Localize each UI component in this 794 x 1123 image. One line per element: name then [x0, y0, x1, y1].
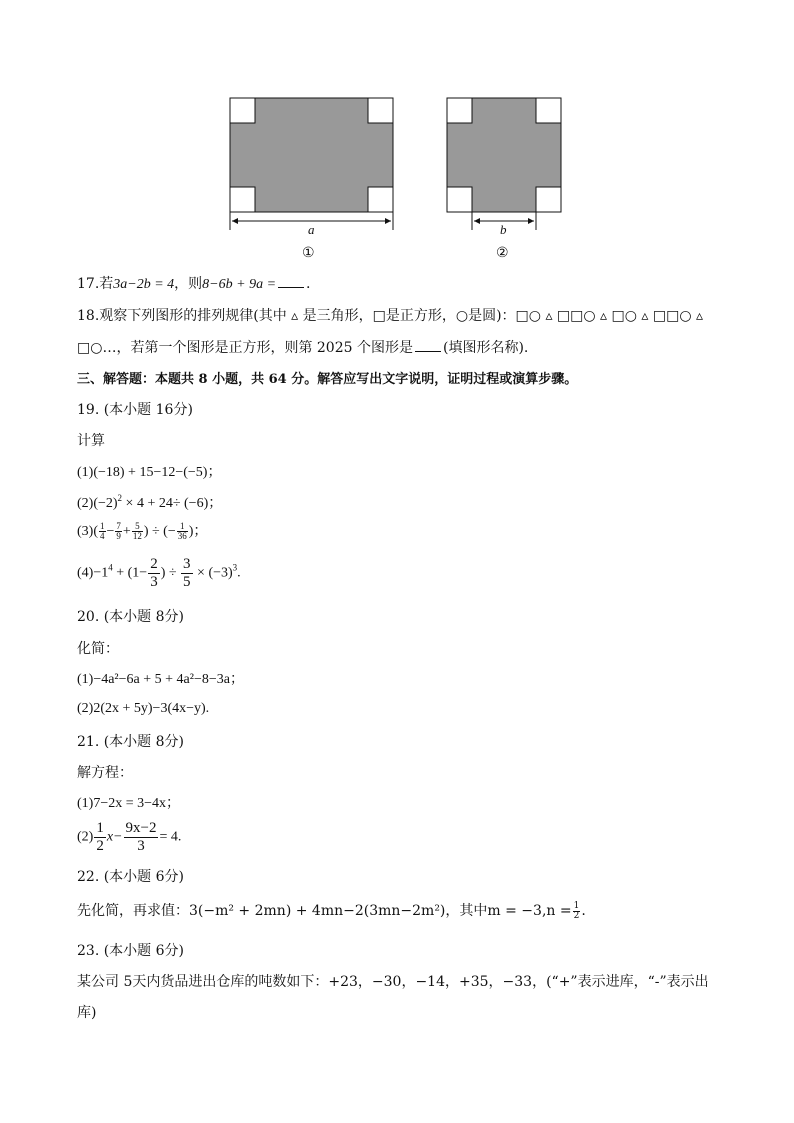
- question-18-line-2: [77, 337, 528, 357]
- q19-p3-end: )；: [188, 524, 208, 539]
- q19-p2-rest: × 4 + 24÷ (−6)；: [122, 496, 223, 511]
- question-23-line-2: 库): [77, 1005, 97, 1021]
- q21-p2-x: x−: [106, 829, 123, 845]
- figure-2-corner-br: [536, 187, 561, 212]
- q18-line-2-text: □○…，若第一个图形是正方形，则第 2025 个图形是: [77, 340, 413, 356]
- q18-answer-blank[interactable]: [415, 339, 441, 352]
- q17-lead: 若: [99, 276, 114, 292]
- question-23-title: 23. (本小题 6分): [77, 943, 184, 959]
- q19-p4-a: + (1−: [112, 565, 148, 581]
- question-21-part-2: [77, 820, 181, 855]
- figure-1-corner-tl: [230, 98, 255, 123]
- question-20-instruction: 化简：: [77, 641, 119, 657]
- figure-2-caption: ②: [496, 245, 509, 261]
- question-23-line-1: 某公司 5天内货品进出仓库的吨数如下：+23，−30，−14，+35，−33，(“+”表示进库，“-”表示出: [77, 974, 709, 990]
- figure-2: [447, 98, 561, 230]
- q17-equation: 3a−2b = 4: [113, 277, 175, 292]
- q21-p2-end: = 4.: [159, 829, 182, 845]
- q19-p2-exponent: 2: [117, 493, 123, 503]
- figure-1-caption: ①: [302, 245, 315, 261]
- figure-1-corner-bl: [230, 187, 255, 212]
- figure-1: [230, 98, 393, 230]
- fraction-1-36: $\frac{1}{36}$: [177, 521, 187, 542]
- fraction-1-4: $\frac{1}{4}$: [100, 521, 105, 542]
- question-19-part-3: [77, 520, 207, 541]
- q21-p2-lead: (2): [77, 829, 94, 845]
- figure-1-corner-br: [368, 187, 393, 212]
- question-20-part-1: (1)−4a²−6a + 5 + 4a²−8−3a；: [77, 672, 244, 687]
- question-19-title: 19. (本小题 16分): [77, 402, 193, 418]
- fraction-5-12: $\frac{5}{12}$: [132, 521, 142, 542]
- figure-2-corner-tr: [536, 98, 561, 123]
- q19-p2-base: (2)(−2): [77, 496, 118, 511]
- fraction-1-2: $\frac{1}{2}$: [96, 820, 104, 854]
- q22-text: 先化简，再求值：3(−m² + 2mn) + 4mn−2(3mn−2m²)，其中m = −3,n =: [77, 903, 572, 919]
- fraction-2-3: $\frac{2}{3}$: [150, 556, 158, 590]
- question-20-part-2: (2)2(2x + 5y)−3(4x−y).: [77, 701, 210, 716]
- question-21-title: 21. (本小题 8分): [77, 734, 184, 750]
- q22-end: .: [581, 903, 586, 919]
- q18-line-2-tail: (填图形名称).: [442, 340, 529, 356]
- question-19-part-2: [77, 492, 222, 512]
- fraction-9x-2-over-3: $\frac{9x-2}{3}$: [125, 820, 157, 854]
- question-20-title: 20. (本小题 8分): [77, 609, 184, 625]
- q19-p4-c: × (−3): [193, 565, 233, 581]
- q19-p3-lead: (3)(: [77, 524, 98, 539]
- question-17: [77, 273, 310, 293]
- q19-p4-b: ) ÷: [160, 565, 181, 581]
- section-3-heading: 三、解答题：本题共 8 小题，共 64 分。解答应写出文字说明，证明过程或演算步骤。: [77, 372, 578, 387]
- figure-1-corner-tr: [368, 98, 393, 123]
- q17-number: 17.: [77, 276, 100, 292]
- question-21-part-1: (1)7−2x = 3−4x；: [77, 796, 181, 811]
- q17-expression: 8−6b + 9a =: [202, 277, 277, 292]
- q19-p4-exponent-2: 3: [232, 562, 238, 573]
- question-19-instruction: 计算: [77, 433, 105, 449]
- question-21-instruction: 解方程：: [77, 765, 133, 781]
- q19-p4-lead: (4)−1: [77, 565, 109, 581]
- figure-1-label-a: a: [308, 222, 315, 237]
- fraction-1-2-small: $\frac{1}{2}$: [573, 900, 580, 921]
- q19-p4-end: .: [237, 565, 241, 581]
- q17-end: .: [306, 276, 311, 292]
- fraction-7-9: $\frac{7}{9}$: [116, 521, 121, 542]
- question-22-title: 22. (本小题 6分): [77, 869, 184, 885]
- figure-2-label-b: b: [500, 222, 507, 237]
- figure-2-corner-tl: [447, 98, 472, 123]
- figure-2-corner-bl: [447, 187, 472, 212]
- q17-answer-blank[interactable]: [278, 275, 304, 288]
- q19-p3-op1: −: [106, 524, 115, 539]
- question-18-line-1: 18.观察下列图形的排列规律(其中 ▵ 是三角形，□是正方形，○是圆)：□○ ▵ □□○ ▵ □○ ▵ □□○ ▵: [77, 308, 704, 324]
- q19-p3-op2: +: [122, 524, 131, 539]
- question-19-part-4: [77, 556, 241, 591]
- question-22-text: [77, 900, 586, 921]
- q17-mid: ，则: [174, 276, 203, 292]
- q19-p3-mid: ) ÷ (−: [143, 524, 176, 539]
- question-19-part-1: (1)(−18) + 15−12−(−5)；: [77, 465, 222, 480]
- fraction-3-5: $\frac{3}{5}$: [183, 556, 191, 590]
- q19-p4-exponent-1: 4: [108, 562, 113, 573]
- figure-squares: [0, 0, 794, 270]
